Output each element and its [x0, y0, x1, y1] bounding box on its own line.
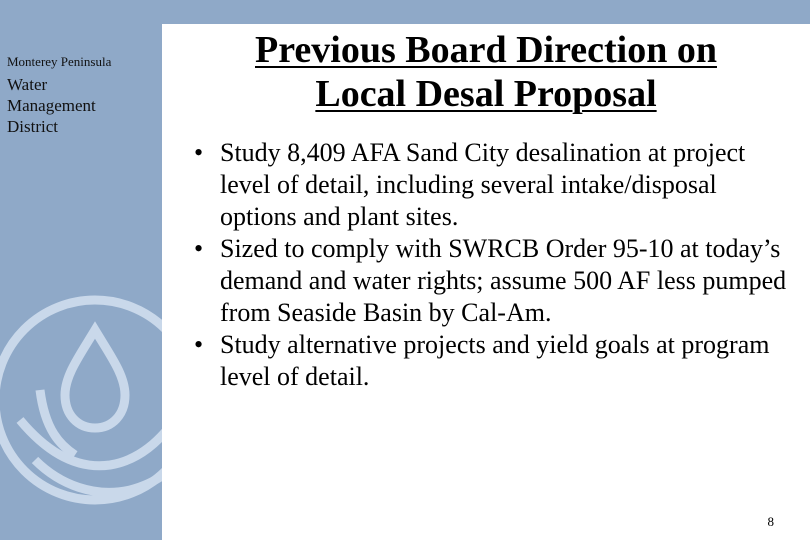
- bullet-list: [192, 137, 792, 393]
- org-line-1: Monterey Peninsula: [7, 54, 112, 69]
- bullet-item: • Sized to comply with SWRCB Order 95-10 at today’s demand and water rights; assume 500 AF less pumped from Seaside Basin by Cal-Am.: [192, 233, 792, 329]
- org-line-2: Water: [7, 75, 48, 94]
- bullet-item: • Study alternative projects and yield goals at program level of detail.: [192, 329, 792, 393]
- page-number: 8: [767, 514, 774, 529]
- water-drop-hands-logo-icon: [0, 270, 162, 540]
- slide-title: [162, 28, 810, 116]
- slide-content: [162, 24, 810, 540]
- title-line-2: Local Desal Proposal: [315, 73, 657, 115]
- sidebar: [0, 0, 162, 540]
- org-line-4: District: [7, 117, 58, 136]
- title-line-1: Previous Board Direction on: [255, 29, 717, 71]
- org-line-3: Management: [7, 96, 96, 115]
- organization-name: [7, 54, 111, 137]
- bullet-item: • Study 8,409 AFA Sand City desalination at project level of detail, including several intake/disposal options and plant sites.: [192, 137, 792, 233]
